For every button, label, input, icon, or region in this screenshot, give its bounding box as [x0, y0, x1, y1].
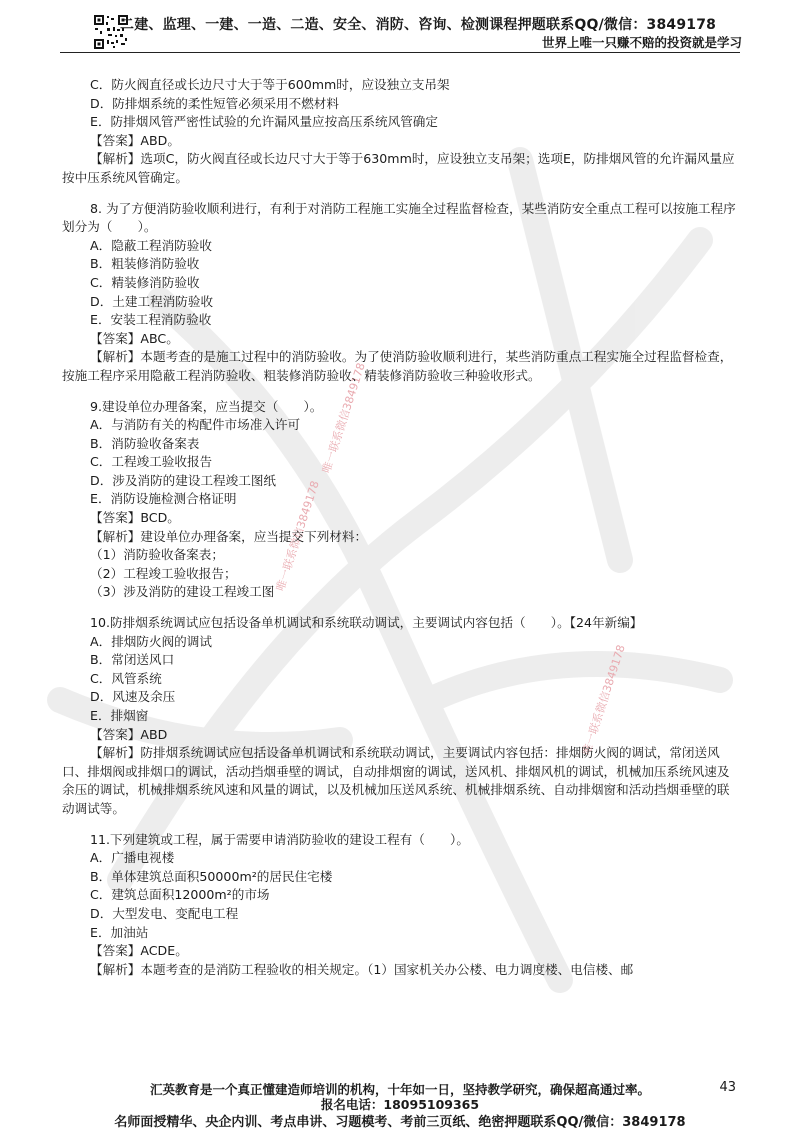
q7-analysis: 【解析】选项C，防火阀直径或长边尺寸大于等于630mm时，应设独立支吊架；选项E，防排烟风管的允许漏风量应按中压系统风管确定。 [62, 151, 735, 185]
footer-contact: 名师面授精华、央企内训、考点串讲、习题模考、考前三页纸、绝密押题联系QQ/微信：3849178 [114, 1115, 686, 1130]
q11-analysis: 【解析】本题考查的是消防工程验收的相关规定。（1）国家机关办公楼、电力调度楼、电信楼、邮 [90, 961, 634, 977]
q8-option: D．土建工程消防验收 [90, 293, 214, 309]
q9-stem: 9.建设单位办理备案，应当提交（ ）。 [90, 398, 323, 414]
q11-option: A．广播电视楼 [90, 850, 175, 866]
q10-option: B．常闭送风口 [90, 652, 175, 668]
q9-option: D．涉及消防的建设工程竣工图纸 [90, 472, 277, 488]
q9-analysis-item: （3）涉及消防的建设工程竣工图 [90, 584, 275, 600]
document-body [62, 76, 742, 979]
watermark-stamp: 唯一联系微信3849178 [579, 643, 628, 757]
q8-option: C．精装修消防验收 [90, 274, 200, 290]
q9-option: C．工程竣工验收报告 [90, 454, 213, 470]
q10-answer: 【答案】ABD [90, 726, 168, 742]
q9-analysis: 【解析】建设单位办理备案，应当提交下列材料： [90, 528, 368, 544]
q8-option: E．安装工程消防验收 [90, 312, 212, 328]
q10-stem: 10.防排烟系统调试应包括设备单机调试和系统联动调试，主要调试内容包括（ ）。【24年新编】 [90, 615, 643, 631]
q9-analysis-item: （1）消防验收备案表； [90, 547, 224, 563]
q10-analysis: 【解析】防排烟系统调试应包括设备单机调试和系统联动调试，主要调试内容包括：排烟防火阀的调试，常闭送风口、排烟阀或排烟口的调试，活动挡烟垂壁的调试，自动排烟窗的调试，送风机、排烟风机的调试，机械加压系统风速及余压的调试，机械排烟系统风速和风量的调试，以及机械加压送风系统、机械排烟系统、自动排烟窗和活动挡烟垂壁的联动调试等。 [62, 745, 730, 816]
q7-option-d: D．防排烟系统的柔性短管必须采用不燃材料 [90, 95, 339, 111]
q10-option: C．风管系统 [90, 670, 162, 686]
q9-option: E．消防设施检测合格证明 [90, 491, 237, 507]
q11-stem: 11.下列建筑或工程，属于需要申请消防验收的建设工程有（ ）。 [90, 831, 469, 847]
q8-stem: 8. 为了方便消防验收顺利进行，有利于对消防工程施工实施全过程监督检查，某些消防安全重点工程可以按施工程序划分为（ ）。 [62, 200, 736, 235]
q11-option: E．加油站 [90, 924, 149, 940]
q7-option-e: E．防排烟风管严密性试验的允许漏风量应按高压系统风管确定 [90, 114, 438, 130]
q9-answer: 【答案】BCD。 [90, 510, 180, 526]
q8-option: A．隐蔽工程消防验收 [90, 237, 212, 253]
q10-option: D．风速及余压 [90, 689, 176, 705]
watermark-stamp: 唯一联系微信3849178 [319, 361, 368, 475]
q11-option: D．大型发电、变配电工程 [90, 905, 239, 921]
q8-answer: 【答案】ABC。 [90, 330, 179, 346]
header-title: 二建、监理、一建、一造、二造、安全、消防、咨询、检测课程押题联系QQ/微信：3849178 [120, 17, 717, 33]
q10-option: A．排烟防火阀的调试 [90, 633, 212, 649]
q11-answer: 【答案】ACDE。 [90, 943, 188, 959]
q8-option: B．粗装修消防验收 [90, 256, 200, 272]
q11-option: C．建筑总面积12000m²的市场 [90, 887, 270, 903]
footer-slogan: 汇英教育是一个真正懂建造师培训的机构，十年如一日，坚持教学研究，确保超高通过率。 [149, 1082, 650, 1097]
q7-option-c: C．防火阀直径或长边尺寸大于等于600mm时，应设独立支吊架 [90, 77, 450, 92]
watermark-stamp: 唯一联系微信3849178 [273, 479, 322, 593]
q10-option: E．排烟窗 [90, 708, 149, 723]
header-subtitle: 世界上唯一只赚不赔的投资就是学习 [541, 35, 742, 50]
q7-answer: 【答案】ABD。 [90, 132, 180, 148]
q11-option: B．单体建筑总面积50000m²的居民住宅楼 [90, 868, 333, 884]
q9-option: A．与消防有关的构配件市场准入许可 [90, 417, 301, 433]
q8-analysis: 【解析】本题考查的是施工过程中的消防验收。为了使消防验收顺利进行，某些消防重点工程实施全过程监督检查，按施工程序采用隐蔽工程消防验收、粗装修消防验收、精装修消防验收三种验收形式。 [62, 349, 733, 383]
header-divider [60, 52, 740, 53]
q9-option: B．消防验收备案表 [90, 435, 200, 451]
page-number: 43 [719, 1080, 736, 1095]
footer-phone: 报名电话：18095109365 [320, 1097, 480, 1112]
q9-analysis-item: （2）工程竣工验收报告； [90, 565, 237, 581]
